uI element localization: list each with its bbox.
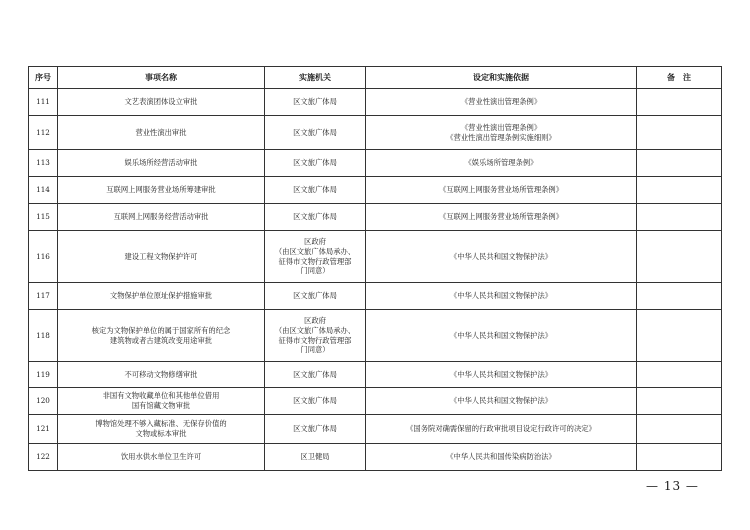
serial-cell: 116 <box>29 231 58 283</box>
basis-cell <box>366 89 637 116</box>
item-name-cell <box>58 310 265 362</box>
agency-cell-line: 区卫健局 <box>300 452 330 462</box>
item-name-cell-line: 互联网上网服务营业场所筹建审批 <box>106 185 216 195</box>
basis-cell <box>366 204 637 231</box>
remarks-cell <box>637 444 722 471</box>
table-row <box>29 388 722 415</box>
basis-cell-line: 《营业性演出管理条例》 <box>460 97 542 107</box>
agency-cell-line: 区政府 <box>304 316 326 326</box>
serial-cell: 119 <box>29 362 58 388</box>
basis-cell-line: 《营业性演出管理条例》 <box>460 122 542 132</box>
remarks-cell <box>637 177 722 204</box>
remarks-cell <box>637 310 722 362</box>
agency-cell <box>265 283 366 310</box>
agency-cell <box>265 388 366 415</box>
table-row <box>29 231 722 283</box>
remarks-cell <box>637 388 722 415</box>
remarks-cell <box>637 150 722 177</box>
serial-cell: 117 <box>29 283 58 310</box>
agency-cell <box>265 231 366 283</box>
header-remarks: 备 注 <box>637 67 722 89</box>
item-name-cell-line: 饮用水供水单位卫生许可 <box>120 452 202 462</box>
basis-cell-line: 《中华人民共和国文物保护法》 <box>449 369 553 379</box>
header-serial: 序号 <box>29 67 58 89</box>
basis-cell-line: 《中华人民共和国文物保护法》 <box>449 251 553 261</box>
item-name-cell-line: 建设工程文物保护许可 <box>124 251 198 261</box>
agency-cell-line: 征得市文物行政管理部 <box>278 256 352 266</box>
agency-cell-line: 区政府 <box>304 237 326 247</box>
agency-cell-line: 门同意） <box>300 345 330 355</box>
agency-cell-line: 区文旅广体局 <box>293 424 337 434</box>
serial-cell: 120 <box>29 388 58 415</box>
basis-cell <box>366 283 637 310</box>
table-row <box>29 177 722 204</box>
agency-cell-line: 区文旅广体局 <box>293 158 337 168</box>
item-name-cell <box>58 283 265 310</box>
basis-cell <box>366 415 637 444</box>
basis-cell <box>366 116 637 150</box>
agency-cell <box>265 89 366 116</box>
agency-cell-line: 门同意） <box>300 266 330 276</box>
item-name-cell-line: 建筑物或者古建筑改变用途审批 <box>109 335 213 345</box>
basis-cell <box>366 444 637 471</box>
item-name-cell <box>58 89 265 116</box>
item-name-cell <box>58 415 265 444</box>
table-row <box>29 283 722 310</box>
remarks-cell <box>637 116 722 150</box>
serial-cell: 113 <box>29 150 58 177</box>
remarks-cell <box>637 89 722 116</box>
item-name-cell-line: 营业性演出审批 <box>135 127 187 137</box>
basis-cell <box>366 150 637 177</box>
agency-cell-line: 区文旅广体局 <box>293 185 337 195</box>
basis-cell-line: 《互联网上网服务营业场所管理条例》 <box>438 212 564 222</box>
basis-cell-line: 《娱乐场所管理条例》 <box>464 158 538 168</box>
header-basis: 设定和实施依据 <box>366 67 637 89</box>
table-row <box>29 310 722 362</box>
remarks-cell <box>637 415 722 444</box>
item-name-cell-line: 文物保护单位原址保护措施审批 <box>109 291 213 301</box>
table-body <box>29 89 722 471</box>
item-name-cell <box>58 177 265 204</box>
serial-cell: 118 <box>29 310 58 362</box>
item-name-cell-line: 非国有文物收藏单位和其他单位借用 <box>102 391 220 401</box>
table-row <box>29 89 722 116</box>
agency-cell-line: （由区文旅广体局承办、 <box>274 246 356 256</box>
table-header-row <box>29 67 722 89</box>
item-name-cell <box>58 362 265 388</box>
item-name-cell-line: 国有馆藏文物审批 <box>131 401 191 410</box>
table-row <box>29 444 722 471</box>
item-name-cell-line: 博物馆处理不够入藏标准、无保存价值的 <box>95 419 227 429</box>
basis-cell-line: 《国务院对确需保留的行政审批项目设定行政许可的决定》 <box>406 424 596 434</box>
agency-cell <box>265 362 366 388</box>
basis-cell <box>366 310 637 362</box>
basis-cell-line: 《中华人民共和国传染病防治法》 <box>446 452 556 462</box>
table-row <box>29 362 722 388</box>
item-name-cell-line: 互联网上网服务经营活动审批 <box>113 212 209 222</box>
agency-cell <box>265 177 366 204</box>
agency-cell-line: 征得市文物行政管理部 <box>278 335 352 345</box>
item-name-cell-line: 核定为文物保护单位的属于国家所有的纪念 <box>91 325 231 335</box>
agency-cell <box>265 415 366 444</box>
basis-cell <box>366 231 637 283</box>
agency-cell <box>265 444 366 471</box>
remarks-cell <box>637 283 722 310</box>
agency-cell-line: 区文旅广体局 <box>293 97 337 107</box>
serial-cell: 114 <box>29 177 58 204</box>
item-name-cell <box>58 116 265 150</box>
item-name-cell-line: 不可移动文物修缮审批 <box>124 369 198 379</box>
item-name-cell <box>58 388 265 415</box>
table-row <box>29 150 722 177</box>
agency-cell-line: 区文旅广体局 <box>293 396 337 406</box>
item-name-cell <box>58 444 265 471</box>
basis-cell-line: 《营业性演出管理条例实施细则》 <box>446 132 556 142</box>
basis-cell-line: 《中华人民共和国文物保护法》 <box>449 291 553 301</box>
approval-items-table <box>28 66 722 471</box>
basis-cell <box>366 177 637 204</box>
agency-cell-line: （由区文旅广体局承办、 <box>274 325 356 335</box>
agency-cell <box>265 310 366 362</box>
item-name-cell-line: 文物或标本审批 <box>135 429 187 438</box>
basis-cell-line: 《中华人民共和国文物保护法》 <box>449 330 553 340</box>
item-name-cell-line: 娱乐场所经营活动审批 <box>124 158 198 168</box>
basis-cell-line: 《互联网上网服务营业场所管理条例》 <box>438 185 564 195</box>
serial-cell: 111 <box>29 89 58 116</box>
agency-cell <box>265 150 366 177</box>
header-item-name: 事项名称 <box>58 67 265 89</box>
item-name-cell <box>58 231 265 283</box>
basis-cell <box>366 362 637 388</box>
agency-cell-line: 区文旅广体局 <box>293 212 337 222</box>
serial-cell: 112 <box>29 116 58 150</box>
agency-cell <box>265 116 366 150</box>
table-row <box>29 116 722 150</box>
serial-cell: 115 <box>29 204 58 231</box>
basis-cell-line: 《中华人民共和国文物保护法》 <box>449 396 553 406</box>
serial-cell: 122 <box>29 444 58 471</box>
remarks-cell <box>637 231 722 283</box>
item-name-cell <box>58 150 265 177</box>
agency-cell-line: 区文旅广体局 <box>293 369 337 379</box>
item-name-cell-line: 文艺表演团体设立审批 <box>124 97 198 107</box>
header-agency: 实施机关 <box>265 67 366 89</box>
page-number: — 13 — <box>646 479 699 493</box>
agency-cell-line: 区文旅广体局 <box>293 127 337 137</box>
remarks-cell <box>637 362 722 388</box>
basis-cell <box>366 388 637 415</box>
agency-cell-line: 区文旅广体局 <box>293 291 337 301</box>
serial-cell: 121 <box>29 415 58 444</box>
remarks-cell <box>637 204 722 231</box>
table-row <box>29 415 722 444</box>
table-row <box>29 204 722 231</box>
item-name-cell <box>58 204 265 231</box>
agency-cell <box>265 204 366 231</box>
